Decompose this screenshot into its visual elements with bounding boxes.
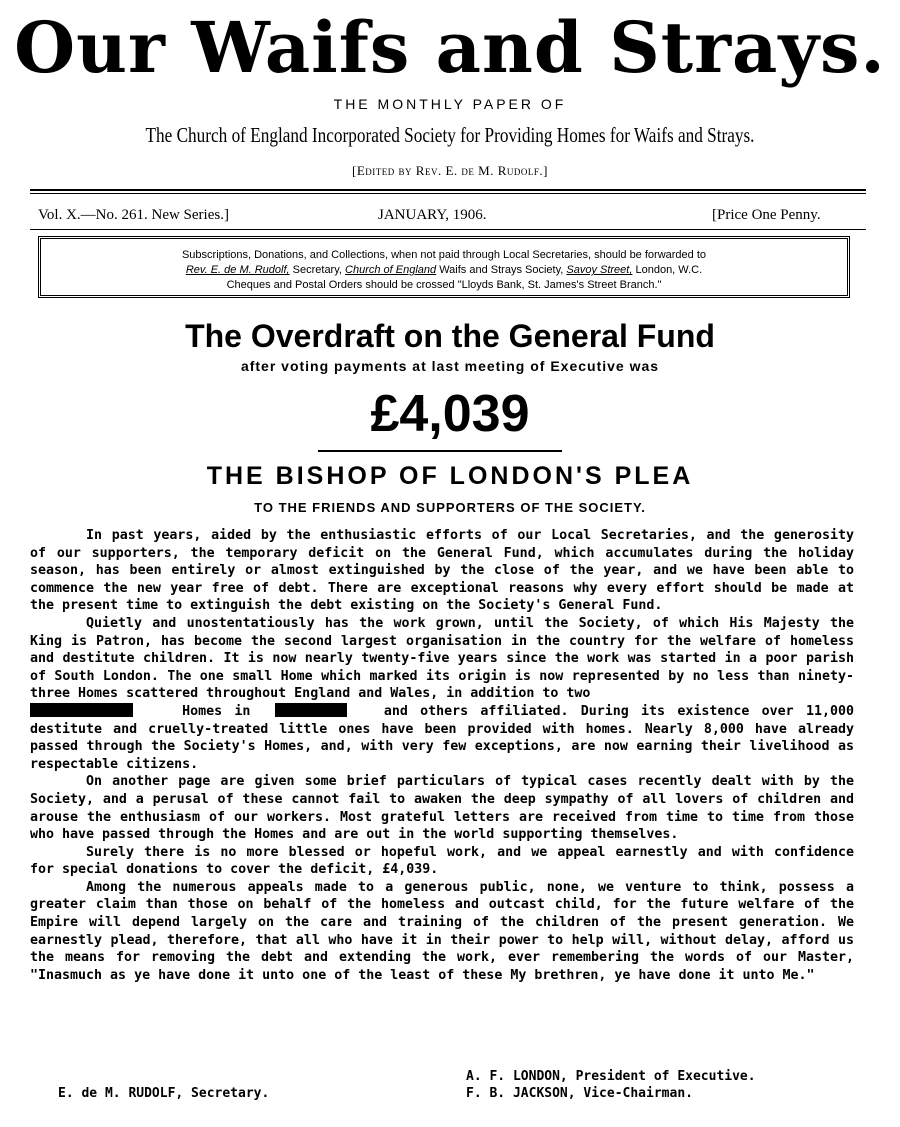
- notice-church: Church of England: [345, 264, 437, 276]
- paragraph-2: [30, 615, 854, 773]
- plea-title: THE BISHOP OF LONDON'S PLEA: [206, 462, 694, 490]
- article-body: [30, 527, 854, 984]
- society-name: The Church of England Incorporated Society for Providing Homes for Waifs and Strays.: [145, 123, 755, 147]
- header-rule: [30, 189, 866, 191]
- amount-underline: [318, 450, 562, 452]
- overdraft-headline: The Overdraft on the General Fund: [185, 318, 715, 354]
- header-rule-thin: [30, 193, 866, 194]
- signature-president: A. F. LONDON, President of Executive.: [466, 1069, 756, 1084]
- subscription-notice: [38, 236, 850, 298]
- issue-rule: [30, 229, 866, 230]
- editor-line: [0, 163, 900, 179]
- notice-text-5: Cheques and Postal Orders should be crossed "Lloyds Bank, St. James's Street Branch.": [226, 279, 662, 291]
- notice-text-3: Waifs and Strays Society,: [436, 264, 567, 276]
- redaction-block: [30, 703, 133, 717]
- editor-bracket-close: ]: [543, 163, 548, 178]
- redaction-block: [275, 703, 347, 717]
- notice-text-2: Secretary,: [289, 264, 346, 276]
- paragraph-3: On another page are given some brief particulars of typical cases recently dealt with by the Society, and a perusal of these cannot fail to awaken the deep sympathy of all lovers of children and arouse the enthusiasm of our workers. Most grateful letters are received from time to time from those who have passed through the Homes and are out in the world supporting themselves.: [30, 774, 854, 843]
- overdraft-subheadline: after voting payments at last meeting of Executive was: [240, 358, 660, 374]
- editor-name: Edited by Rev. E. de M. Rudolf.: [356, 163, 544, 178]
- masthead-title: Our Waifs and Strays.: [14, 6, 886, 89]
- paragraph-1: In past years, aided by the enthusiastic efforts of our Local Secretaries, and the generosity of our supporters, the temporary deficit on the General Fund, which accumulates during the holiday season, has been entirely or almost extinguished by the close of the year, and we have been able to commence the new year free of debt. There are exceptional reasons why every effort should be made at the present time to extinguish the debt existing on the Society's General Fund.: [30, 528, 854, 614]
- paragraph-2-text-c: and others affiliated. During its existence over 11,000 destitute and cruelly-treated little ones have been provided with homes. Nearly 8,000 have already passed through the Society's Homes, and, with very few exceptions, are now earning their livelihood as respectable citizens.: [30, 703, 854, 772]
- paragraph-4: Surely there is no more blessed or hopeful work, and we appeal earnestly and with confidence for special donations to cover the deficit, £4,039.: [30, 844, 854, 878]
- notice-secretary-name: Rev. E. de M. Rudolf,: [185, 264, 290, 276]
- plea-subtitle: TO THE FRIENDS AND SUPPORTERS OF THE SOCIETY.: [254, 500, 646, 515]
- editor-bracket-open: [: [352, 163, 357, 178]
- notice-text-1: Subscriptions, Donations, and Collections, when not paid through Local Secretaries, should be forwarded to: [181, 249, 707, 261]
- signature-vice-chairman: F. B. JACKSON, Vice-Chairman.: [466, 1086, 693, 1101]
- monthly-paper-subtitle: THE MONTHLY PAPER OF: [333, 96, 567, 112]
- overdraft-amount: £4,039: [370, 385, 530, 443]
- paragraph-2-text-b: Homes in: [182, 703, 251, 719]
- volume-number: Vol. X.—No. 261. New Series.]: [38, 207, 229, 223]
- signature-secretary: E. de M. RUDOLF, Secretary.: [58, 1086, 270, 1101]
- issue-price: [Price One Penny.: [712, 207, 821, 223]
- notice-text-4: London, W.C.: [632, 264, 703, 276]
- notice-street: Savoy Street,: [566, 264, 633, 276]
- issue-date: JANUARY, 1906.: [378, 207, 487, 223]
- paragraph-5: Among the numerous appeals made to a generous public, none, we venture to think, possess a greater claim than those on behalf of the homeless and outcast child, for the future welfare of the Empire will depend largely on the care and training of the children of the present generation. We earnestly plead, therefore, that all who have it in their power to help will, without delay, afford us the means for removing the debt and extending the work, ever remembering the words of our Master, "Inasmuch as ye have done it unto one of the least of these My brethren, ye have done it unto Me.": [30, 879, 854, 983]
- paragraph-2-text-a: Quietly and unostentatiously has the work grown, until the Society, of which His Majesty the King is Patron, has become the second largest organisation in the country for the welfare of homeless and destitute children. It is now nearly twenty-five years since the work was started in a poor parish of South London. The one small Home which marked its origin is now represented by no less than ninety-three Homes scattered throughout England and Wales, in addition to two: [30, 615, 854, 702]
